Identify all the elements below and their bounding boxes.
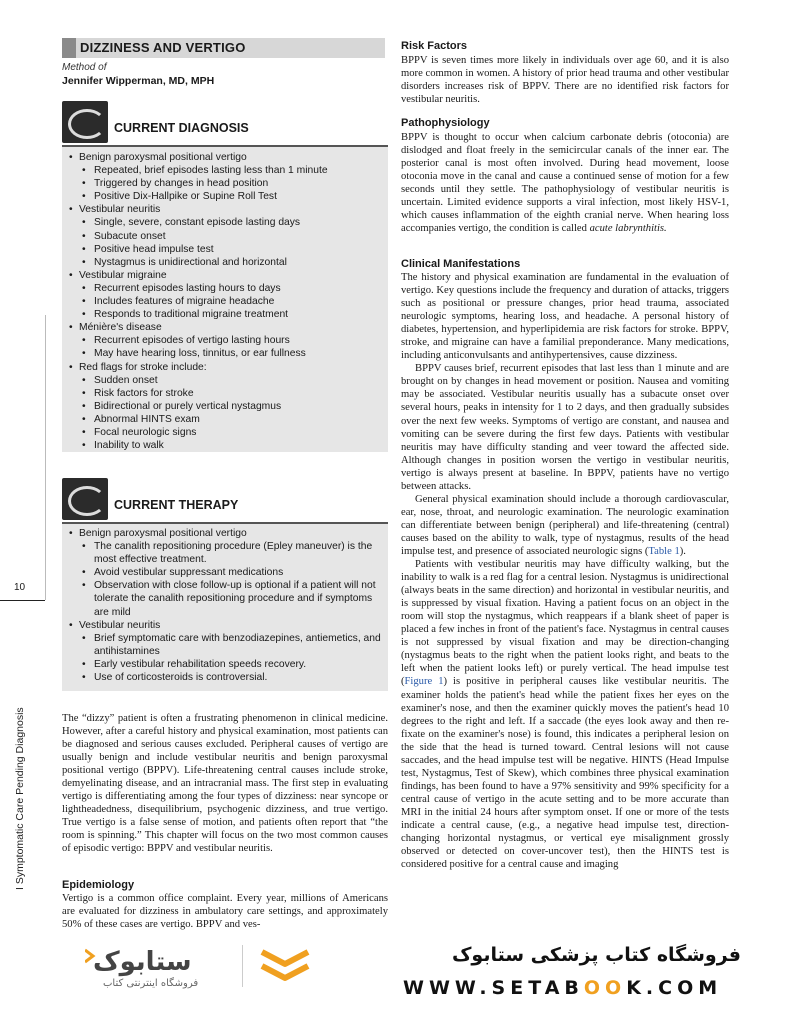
list-item: • Focal neurologic signs <box>62 426 388 439</box>
clinical-p4-end: ) is positive in peripheral causes like vestibular neuritis. The examiner holds the patient's head while the patient fixes her eyes on the examiner's nose, and then the examiner quickly moves the patient's head 10 degrees to the right and left. If a saccade (the eyes look away and then re-fixate on the examiner's nose) is found, this indicates a peripheral lesion on the side that the head is turned toward. Central lesions will not cause saccades, and the head impulse test will be negative. HINTS (Head Impulse test, Nystagmus, Test of Skew), which combines three physical examination findings, has been found to have a 97% sensitivity and 99% specificity for a central cause of vertigo in the acute setting and to be more accurate than MRI in the initial 24 hours after symptom onset. If one or more of the tests indicate a central cause, (e.g., a negative head impulse test, direction-changing horizontal nystagmus, or vertical eye misalignment grossly observed or detected on cover-uncover test), then the HINTS test is considered positive for a central cause and imaging <box>401 676 729 871</box>
page-number: 10 <box>14 582 26 593</box>
list-item: • Sudden onset <box>62 374 388 387</box>
shop-url[interactable] <box>403 977 722 999</box>
therapy-box <box>62 524 388 691</box>
list-item: • Brief symptomatic care with benzodiazepines, antiemetics, and antihistamines <box>62 632 388 658</box>
clinical-p4 <box>401 558 729 871</box>
clinical-paragraphs <box>401 271 729 871</box>
intro-paragraph <box>62 712 388 856</box>
diagnosis-heading: CURRENT DIAGNOSIS <box>114 121 249 135</box>
setabook-logo <box>85 942 225 990</box>
list-item: • Inability to walk <box>62 439 388 452</box>
list-item: • Early vestibular rehabilitation speeds recovery. <box>62 658 388 671</box>
list-item: • Use of corticosteroids is controversial. <box>62 671 388 684</box>
risk-text: BPPV is seven times more likely in individuals over age 60, and it is also more common in women. A history of prior head trauma and other vestibular disorders increases risk of BPPV. There are no identified risk factors for vestibular neuritis. <box>401 55 729 106</box>
list-item: • Vestibular migraine <box>62 269 388 282</box>
list-item: • Vestibular neuritis <box>62 619 388 632</box>
chevron-logo-icon <box>258 948 313 988</box>
figure-1-link[interactable]: Figure 1 <box>404 676 444 688</box>
brand-separator <box>242 945 243 987</box>
list-item: • Positive head impulse test <box>62 243 388 256</box>
epidemiology-paragraph <box>62 892 388 931</box>
list-item: • Benign paroxysmal positional vertigo <box>62 151 388 164</box>
clinical-p2: BPPV causes brief, recurrent episodes that last less than 1 minute and are brought on by changes in head movement or position. Nausea and vomiting may be associated. Vestibular neuritis usually has a subacute onset over several hours, peaks in intensity for 1 to 2 days, and then gradually subsides over the next few weeks. Symptoms of vertigo are constant, and nausea and vomiting can be severe during the first few days. Patients with vestibular neuritis may have difficulty standing and veer toward the affected side. Although changes in position worsen the vertigo in vestibular neuritis, vertigo is always present at baseline. In BPPV, patients have no vertigo between attacks. <box>401 363 729 492</box>
list-item: • Observation with close follow-up is optional if a patient will not tolerate the canalith repositioning procedure and if symptoms are mild <box>62 579 388 618</box>
list-item: • Benign paroxysmal positional vertigo <box>62 527 388 540</box>
list-item: • Includes features of migraine headache <box>62 295 388 308</box>
intro-text: The “dizzy” patient is often a frustrating phenomenon in clinical medicine. However, after a careful history and physical examination, most patients can be diagnosed and serious causes excluded. Peripheral causes of vertigo are usually benign and include vestibular neuritis and benign paroxysmal positional vertigo (BPPV). Life-threatening central causes include stroke, demyelinating disease, and an intracranial mass. The first step in evaluating vertigo is differentiating among the four types of dizziness: near syncope or lightheadedness, disequilibrium, psychogenic dizziness, and true vertigo. True vertigo is a false sense of motion, and patients often report that “the room is spinning.” This chapter will focus on the two most common causes of episodic vertigo: BPPV and vestibular neuritis. <box>62 713 388 855</box>
risk-paragraph <box>401 54 729 106</box>
diagnosis-box <box>62 147 388 452</box>
list-item: • The canalith repositioning procedure (Epley maneuver) is the most effective treatment. <box>62 540 388 566</box>
brand-name: ستابوک <box>93 947 192 977</box>
shop-url-o: OO <box>583 977 627 999</box>
diagnosis-header <box>62 101 388 147</box>
clinical-p3 <box>401 493 729 558</box>
author-name: Jennifer Wipperman, MD, MPH <box>62 75 215 87</box>
list-item: • Red flags for stroke include: <box>62 361 388 374</box>
list-item: • May have hearing loss, tinnitus, or ear fullness <box>62 347 388 360</box>
clinical-heading: Clinical Manifestations <box>401 258 521 270</box>
caduceus-icon <box>62 101 108 143</box>
list-item: • Responds to traditional migraine treatment <box>62 308 388 321</box>
list-item: • Risk factors for stroke <box>62 387 388 400</box>
patho-term: acute labrynthitis. <box>589 223 667 235</box>
shop-url-b: K.COM <box>626 977 723 999</box>
clinical-p3-text: General physical examination should include a thorough cardiovascular, ear, nose, throat, and neurologic examination. The neurologic examination can differentiate between benign (peripheral) and life-threatening (central) causes based on the ability to walk, type of nystagmus, results of the head impulse test, and presence of associated neurologic signs ( <box>401 493 729 557</box>
shop-name: فروشگاه کتاب پزشکی ستابوک <box>451 944 741 966</box>
patho-text: BPPV is thought to occur when calcium carbonate debris (otoconia) are dislodged and float freely in the semicircular canals of the inner ear. The posterior canal is most often involved. During head movement, loose otoconia move in the canal and cause a continued sense of motion for a few seconds until they settle. The pathophysiology of vestibular neuritis is uncertain. Limited evidence supports a viral infection, most likely HSV-1, which causes inflammation of the eighth cranial nerve. When hearing loss accompanies vertigo, the condition is called <box>401 132 729 235</box>
list-item: • Triggered by changes in head position <box>62 177 388 190</box>
list-item: • Nystagmus is unidirectional and horizontal <box>62 256 388 269</box>
clinical-p3-end: ). <box>679 545 686 557</box>
list-item: • Repeated, brief episodes lasting less than 1 minute <box>62 164 388 177</box>
patho-paragraph <box>401 131 729 235</box>
caduceus-icon <box>62 478 108 520</box>
title-marker <box>62 38 76 58</box>
epidemiology-heading: Epidemiology <box>62 879 135 891</box>
list-item: • Recurrent episodes of vertigo lasting hours <box>62 334 388 347</box>
brand-tagline: فروشگاه اینترنتی کتاب <box>103 978 199 989</box>
list-item: • Single, severe, constant episode lasting days <box>62 216 388 229</box>
list-item: • Recurrent episodes lasting hours to days <box>62 282 388 295</box>
list-item: • Positive Dix-Hallpike or Supine Roll Test <box>62 190 388 203</box>
risk-heading: Risk Factors <box>401 40 468 52</box>
list-item: • Avoid vestibular suppressant medications <box>62 566 388 579</box>
therapy-header <box>62 478 388 524</box>
list-item: • Subacute onset <box>62 230 388 243</box>
method-label: Method of <box>62 62 107 73</box>
epidemiology-text: Vertigo is a common office complaint. Every year, millions of Americans are evaluated for dizziness in ambulatory care settings, and approximately 50% of these cases are vertigo. BPPV and ves- <box>62 893 388 931</box>
article-title: DIZZINESS AND VERTIGO <box>80 40 246 55</box>
diagnosis-list <box>62 151 388 452</box>
patho-heading: Pathophysiology <box>401 117 490 129</box>
clinical-p1: The history and physical examination are fundamental in the evaluation of vertigo. Key questions include the frequency and duration of attacks, triggers such as positional or pressure changes, prior head trauma, associated neurologic symptoms, hearing loss, and headache. A personal history of diabetes, hypertension, and hyperlipidemia are risk factors for stroke. BPPV, stroke, and migraine can have a familial preponderance. Many medications, including anticonvulsants and antihypertensives, cause dizziness. <box>401 272 729 362</box>
list-item: • Ménière's disease <box>62 321 388 334</box>
list-item: • Vestibular neuritis <box>62 203 388 216</box>
therapy-list <box>62 527 388 684</box>
chapter-sidebar <box>12 630 26 890</box>
chapter-sidebar-label: I Symptomatic Care Pending Diagnosis <box>14 707 26 890</box>
chapter-divider-line <box>45 315 46 600</box>
therapy-heading: CURRENT THERAPY <box>114 498 239 512</box>
list-item: • Bidirectional or purely vertical nystagmus <box>62 400 388 413</box>
list-item: • Abnormal HINTS exam <box>62 413 388 426</box>
table-1-link[interactable]: Table 1 <box>648 545 680 557</box>
page-number-rule <box>0 600 45 601</box>
shop-url-a: WWW.SETAB <box>403 977 584 999</box>
clinical-p4-text: Patients with vestibular neuritis may have difficulty walking, but the inability to walk is a red flag for a central lesion. Nystagmus is unidirectional (always beats in the same direction) and horizontal in vestibular neuritis, and is suppressed by visual fixation. Having a patient focus on an object in the room will stop the nystagmus, which reappears if a blank sheet of paper is placed a few inches in front of the patient's face. Nystagmus in central causes is not suppressed by visual fixation and may be direction-changing (nystagmus beats to the right when the patient looks right, and beats to the left when the patient looks left) or purely vertical. The head impulse test ( <box>401 559 729 688</box>
article-title-bar <box>62 38 385 58</box>
